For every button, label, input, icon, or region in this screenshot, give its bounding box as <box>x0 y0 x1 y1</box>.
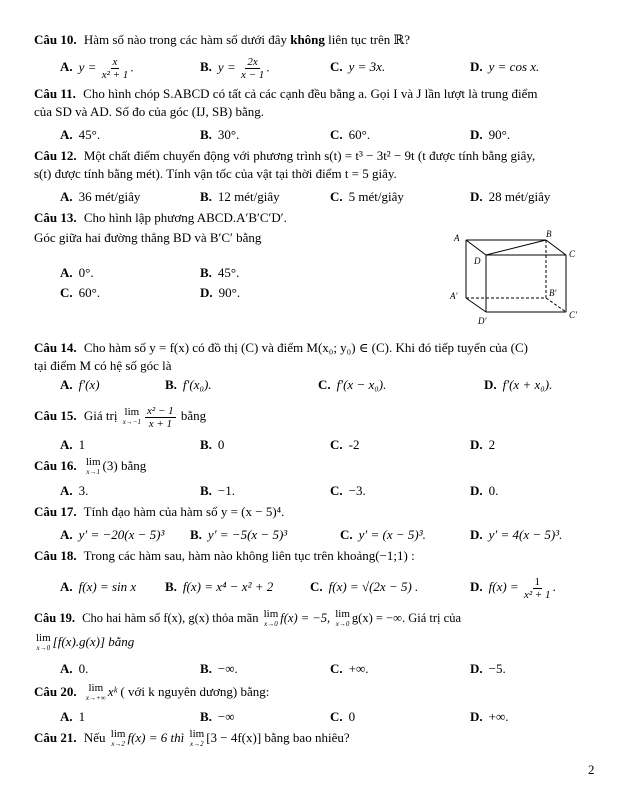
question-15 <box>34 404 594 430</box>
limit-expression <box>335 609 350 629</box>
question-number: Câu 20. <box>34 684 77 699</box>
label-a-prime: A′ <box>450 291 458 301</box>
question-text: ( với k nguyên dương) bằng: <box>120 684 270 699</box>
option-label: B. <box>165 377 177 392</box>
options-12 <box>0 186 619 208</box>
question-text: [f(x).g(x)] bằng <box>52 634 135 649</box>
option-label: D. <box>484 377 497 392</box>
limit-argument: xᵏ <box>107 684 118 699</box>
option-label: B. <box>200 483 212 498</box>
option-label: B. <box>200 59 212 75</box>
option-label: C. <box>330 661 343 676</box>
options-15 <box>0 434 619 456</box>
option-text: f′(x − x₀). <box>336 377 387 392</box>
question-text: bằng <box>120 458 147 473</box>
option-label: D. <box>470 189 483 204</box>
option-text: 12 mét/giây <box>217 189 280 204</box>
page-number: 2 <box>588 762 595 777</box>
option-label: C. <box>330 483 343 498</box>
option-d[interactable] <box>470 124 510 146</box>
option-label: D. <box>470 579 483 594</box>
option-text: f(x) = sin x <box>78 579 137 594</box>
option-label: D. <box>470 437 483 452</box>
option-text: y = cos x. <box>488 59 540 74</box>
question-number: Câu 10. <box>34 32 77 47</box>
denominator: x − 1 <box>240 69 265 81</box>
limit-expression <box>264 609 279 629</box>
option-text: 5 mét/giây <box>348 189 404 204</box>
limit-expression <box>36 633 51 653</box>
limit-symbol: lim <box>110 728 126 741</box>
fraction <box>145 405 176 430</box>
question-18 <box>34 548 594 564</box>
option-label: A. <box>60 127 73 142</box>
option-d[interactable] <box>470 658 506 680</box>
label-b: B <box>546 230 552 239</box>
question-21 <box>34 728 594 749</box>
option-text: 0°. <box>78 265 94 280</box>
option-text: 60°. <box>78 285 101 300</box>
limit-subscript: x→0 <box>264 620 278 629</box>
question-13 <box>34 210 594 226</box>
option-text: . <box>130 59 134 75</box>
option-label: C. <box>340 527 353 542</box>
option-label: D. <box>470 483 483 498</box>
question-text: Cho hình chóp S.ABCD có tất cả các cạnh đều bằng a. Gọi I và J lần lượt là trung điểm <box>83 86 538 101</box>
option-text: . <box>552 579 556 594</box>
option-text: y′ = −5(x − 5)³ <box>207 527 288 542</box>
edge-b1c1-hidden <box>546 298 566 312</box>
limit-expression <box>86 457 101 477</box>
limit-symbol: lim <box>88 682 104 695</box>
options-20 <box>0 706 619 728</box>
limit-expression <box>190 729 205 749</box>
emphasis-text: không <box>290 32 325 47</box>
option-text: 0. <box>488 483 499 498</box>
option-label: D. <box>470 59 483 74</box>
option-b[interactable] <box>200 186 280 208</box>
option-a[interactable] <box>60 186 140 208</box>
question-19 <box>34 608 594 629</box>
option-a[interactable] <box>60 374 100 396</box>
option-b[interactable] <box>200 658 238 680</box>
option-c[interactable] <box>60 282 100 304</box>
option-label: B. <box>200 127 212 142</box>
denominator: x² + 1 <box>523 588 551 601</box>
option-c[interactable] <box>330 186 404 208</box>
option-a[interactable] <box>60 706 85 728</box>
option-b[interactable] <box>200 56 270 81</box>
question-text: f(x) = −5, <box>280 611 331 625</box>
fraction <box>102 56 129 81</box>
question-16 <box>34 456 594 477</box>
option-label: A. <box>60 661 73 676</box>
option-label: B. <box>200 437 212 452</box>
option-b[interactable] <box>165 574 273 600</box>
question-20 <box>34 682 594 703</box>
option-label: B. <box>200 661 212 676</box>
question-17 <box>34 504 594 520</box>
option-text: 0 <box>217 437 225 452</box>
option-text: −∞. <box>217 661 238 676</box>
option-d[interactable] <box>470 706 509 728</box>
question-text: g(x) = −∞. Giá trị của <box>351 611 461 625</box>
option-c[interactable] <box>310 574 418 600</box>
option-b[interactable] <box>200 124 239 146</box>
question-14 <box>34 340 594 356</box>
limit-expression <box>123 407 141 427</box>
option-a[interactable] <box>60 658 88 680</box>
edge-ad <box>466 240 486 255</box>
question-text: của SD và AD. Số đo của góc (IJ, SB) bằng. <box>34 104 264 119</box>
limit-symbol: lim <box>189 728 205 741</box>
numerator: x² − 1 <box>147 404 174 417</box>
limit-symbol: lim <box>36 632 51 645</box>
option-label: D. <box>470 527 483 542</box>
denominator: x² + 1 <box>101 69 129 81</box>
option-a[interactable] <box>60 574 136 600</box>
option-label: C. <box>330 59 343 74</box>
option-label: A. <box>60 437 73 452</box>
option-label: B. <box>165 579 177 594</box>
option-b[interactable] <box>190 524 287 546</box>
limit-subscript: x→1 <box>86 468 101 477</box>
option-text: −1. <box>217 483 236 498</box>
question-number: Câu 19. <box>34 611 75 625</box>
limit-symbol: lim <box>124 406 140 419</box>
question-text: Cho hình lập phương ABCD.A′B′C′D′. <box>83 210 287 225</box>
edge-bc <box>546 240 566 255</box>
option-label: A. <box>60 59 73 75</box>
option-c[interactable] <box>330 56 385 78</box>
question-text: Trong các hàm sau, hàm nào không liên tục trên khoảng(−1;1) : <box>83 548 415 563</box>
option-d[interactable] <box>470 186 550 208</box>
option-text: 28 mét/giây <box>488 189 551 204</box>
option-text: 0 <box>348 709 356 724</box>
question-number: Câu 14. <box>34 340 77 355</box>
option-label: A. <box>60 579 73 594</box>
option-c[interactable] <box>318 374 386 396</box>
option-label: B. <box>190 527 202 542</box>
option-c[interactable] <box>330 658 369 680</box>
question-number: Câu 16. <box>34 458 77 473</box>
question-text: liên tục trên ℝ? <box>328 32 411 47</box>
question-number: Câu 17. <box>34 504 77 519</box>
option-label: C. <box>310 579 323 594</box>
options-19 <box>0 658 619 680</box>
option-label: C. <box>318 377 331 392</box>
label-c-prime: C′ <box>569 310 577 320</box>
option-text: 45°. <box>217 265 240 280</box>
option-label: B. <box>200 709 212 724</box>
option-text: +∞. <box>348 661 369 676</box>
option-text: 90°. <box>488 127 511 142</box>
options-11 <box>0 124 619 146</box>
option-label: C. <box>330 437 343 452</box>
option-label: A. <box>60 265 73 280</box>
label-b-prime: B′ <box>549 288 557 298</box>
option-text: −∞ <box>217 709 235 724</box>
option-label: A. <box>60 709 73 724</box>
question-number: Câu 15. <box>34 408 77 423</box>
option-text: 45°. <box>78 127 101 142</box>
option-text: y = <box>78 59 100 75</box>
fraction <box>241 56 264 81</box>
question-11-line-2 <box>34 104 594 120</box>
question-text: Giá trị <box>83 408 118 423</box>
option-a[interactable] <box>60 524 164 546</box>
option-text: y′ = −20(x − 5)³ <box>78 527 165 542</box>
option-b[interactable] <box>165 374 212 396</box>
option-label: C. <box>330 189 343 204</box>
option-a[interactable] <box>60 124 100 146</box>
limit-symbol: lim <box>335 608 350 621</box>
option-d[interactable] <box>470 56 539 78</box>
label-d: D <box>474 256 481 266</box>
option-label: A. <box>60 527 73 542</box>
option-b[interactable] <box>200 434 224 456</box>
option-text: 36 mét/giây <box>78 189 141 204</box>
option-label: C. <box>330 709 343 724</box>
option-label: B. <box>200 265 212 280</box>
question-number: Câu 21. <box>34 730 77 745</box>
option-text: f′(x) <box>78 377 100 392</box>
option-b[interactable] <box>200 480 235 502</box>
question-text: Cho hai hàm số f(x), g(x) thỏa mãn <box>82 611 259 625</box>
option-label: C. <box>60 285 73 300</box>
option-text: y′ = 4(x − 5)³. <box>488 527 563 542</box>
option-text: 0. <box>78 661 89 676</box>
option-a[interactable] <box>60 262 94 284</box>
option-text: 3. <box>78 483 89 498</box>
option-text: −5. <box>488 661 506 676</box>
question-text: Một chất điểm chuyển động với phương trình s(t) = t³ − 3t² − 9t (t được tính bằng giây, <box>83 148 536 163</box>
option-b[interactable] <box>200 262 239 284</box>
limit-subscript: x→+∞ <box>85 694 106 703</box>
option-text: +∞. <box>488 709 509 724</box>
options-10 <box>0 56 619 81</box>
label-c: C <box>569 249 576 259</box>
option-label: B. <box>200 189 212 204</box>
option-c[interactable] <box>330 706 355 728</box>
option-text: y = 3x. <box>348 59 386 74</box>
question-10 <box>34 32 594 48</box>
denominator: x + 1 <box>148 417 172 430</box>
limit-argument: (3) <box>102 458 118 473</box>
numerator: 2x <box>247 56 258 68</box>
option-d[interactable] <box>470 480 498 502</box>
option-d[interactable] <box>200 282 240 304</box>
fraction <box>524 576 551 601</box>
question-text: f(x) = 6 thì <box>127 730 185 745</box>
option-text: −3. <box>348 483 366 498</box>
option-label: D. <box>470 127 483 142</box>
option-d[interactable] <box>470 434 495 456</box>
question-number: Câu 12. <box>34 148 77 163</box>
options-14 <box>0 374 619 396</box>
question-text: s(t) được tính bằng mét). Tính vận tốc của vật tại thời điểm t = 5 giây. <box>34 166 397 181</box>
option-text: 2 <box>488 437 496 452</box>
label-a: A <box>454 233 460 243</box>
options-16 <box>0 480 619 502</box>
option-label: A. <box>60 189 73 204</box>
option-text: 1 <box>78 709 86 724</box>
question-number: Câu 18. <box>34 548 77 563</box>
option-label: D. <box>200 285 213 300</box>
limit-subscript: x→0 <box>36 644 51 653</box>
question-text: tại điểm M có hệ số góc là <box>34 358 172 373</box>
option-text: f(x) = √(2x − 5) . <box>328 579 419 594</box>
option-b[interactable] <box>200 706 235 728</box>
option-label: D. <box>470 661 483 676</box>
edge-a1d1 <box>466 298 486 312</box>
option-text: . <box>266 59 270 75</box>
option-text: y′ = (x − 5)³. <box>358 527 426 542</box>
label-d-prime: D′ <box>478 316 487 326</box>
limit-expression <box>86 683 106 703</box>
option-c[interactable] <box>330 434 359 456</box>
option-text: 90°. <box>218 285 241 300</box>
question-text: Nếu <box>83 730 106 745</box>
question-number: Câu 13. <box>34 210 77 225</box>
option-a[interactable] <box>60 56 134 81</box>
limit-subscript: x→−1 <box>122 418 142 427</box>
question-12 <box>34 148 594 164</box>
option-text: f(x) = <box>488 579 522 594</box>
option-c[interactable] <box>330 124 370 146</box>
limit-subscript: x→2 <box>190 740 204 749</box>
option-a[interactable] <box>60 480 88 502</box>
question-19-line-2 <box>34 632 594 653</box>
option-label: D. <box>470 709 483 724</box>
option-d[interactable] <box>470 524 562 546</box>
option-label: C. <box>330 127 343 142</box>
question-14-line-2 <box>34 358 594 374</box>
option-d[interactable] <box>470 574 556 601</box>
question-text: Góc giữa hai đường thẳng BD và B′C′ bằng <box>34 230 262 245</box>
option-text: y = <box>217 59 239 75</box>
limit-subscript: x→2 <box>111 740 125 749</box>
diagonal-bd <box>486 240 546 255</box>
cube-figure <box>446 230 596 330</box>
options-17 <box>0 524 619 546</box>
option-text: f′(x + x₀). <box>502 377 553 392</box>
option-text: -2 <box>348 437 360 452</box>
option-text: f(x) = x⁴ − x² + 2 <box>182 579 274 594</box>
question-11 <box>34 86 594 102</box>
question-number: Câu 11. <box>34 86 76 101</box>
question-text: Hàm số nào trong các hàm số dưới đây <box>83 32 287 47</box>
option-text: f′(x₀). <box>182 377 212 392</box>
option-d[interactable] <box>484 374 552 396</box>
option-text: 60°. <box>348 127 371 142</box>
option-c[interactable] <box>330 480 366 502</box>
question-text: Cho hàm số y = f(x) có đồ thị (C) và điểm M(x₀; y₀) ∈ (C). Khi đó tiếp tuyến của (C) <box>83 340 528 355</box>
limit-subscript: x→0 <box>335 620 350 629</box>
numerator: x <box>112 56 118 68</box>
limit-symbol: lim <box>85 456 101 469</box>
question-text: Tính đạo hàm của hàm số y = (x − 5)⁴. <box>83 504 285 519</box>
option-text: 1 <box>78 437 86 452</box>
option-a[interactable] <box>60 434 85 456</box>
options-18 <box>0 574 619 600</box>
question-text: bằng <box>180 408 207 423</box>
option-c[interactable] <box>340 524 426 546</box>
limit-symbol: lim <box>263 608 279 621</box>
option-text: 30°. <box>217 127 240 142</box>
limit-expression <box>111 729 126 749</box>
option-label: A. <box>60 377 73 392</box>
option-label: A. <box>60 483 73 498</box>
numerator: 1 <box>534 575 540 588</box>
question-text: [3 − 4f(x)] bằng bao nhiêu? <box>206 730 350 745</box>
question-12-line-2 <box>34 166 594 182</box>
